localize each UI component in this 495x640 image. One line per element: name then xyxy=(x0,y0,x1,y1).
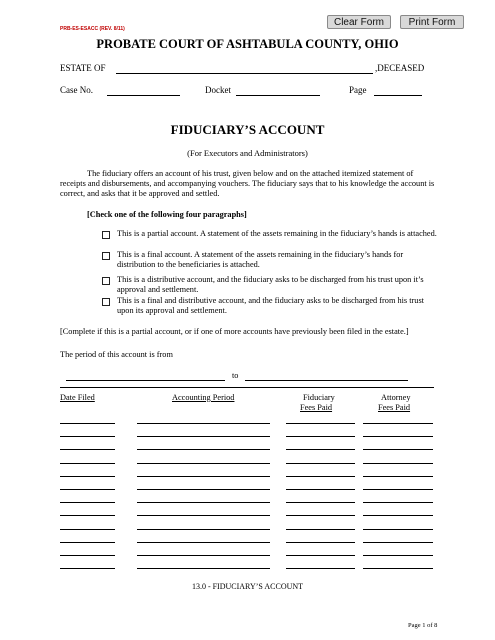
accounting-period-field[interactable] xyxy=(137,423,270,424)
fiduciary-fees-field[interactable] xyxy=(286,476,355,477)
attorney-fees-field[interactable] xyxy=(363,542,433,543)
col-attorney-fees-line1: Attorney xyxy=(381,393,411,402)
estate-label: ESTATE OF xyxy=(60,63,106,73)
option-partial-account: This is a partial account. A statement of the assets remaining in the fiduciary’s hands is attached. xyxy=(117,229,437,238)
accounting-period-field[interactable] xyxy=(137,463,270,464)
attorney-fees-field[interactable] xyxy=(363,529,433,530)
option-final-account: This is a final account. A statement of the assets remaining in the fiduciary’s hands for distribution to the beneficiaries is attached. xyxy=(117,250,404,269)
document-subtitle: (For Executors and Administrators) xyxy=(187,148,308,158)
fiduciary-fees-field[interactable] xyxy=(286,515,355,516)
section-divider xyxy=(60,387,434,388)
accounting-period-field[interactable] xyxy=(137,542,270,543)
page-field[interactable] xyxy=(374,95,422,96)
date-filed-field[interactable] xyxy=(60,476,115,477)
accounting-period-field[interactable] xyxy=(137,568,270,569)
attorney-fees-field[interactable] xyxy=(363,423,433,424)
date-filed-field[interactable] xyxy=(60,502,115,503)
date-filed-field[interactable] xyxy=(60,542,115,543)
date-filed-field[interactable] xyxy=(60,515,115,516)
fiduciary-fees-field[interactable] xyxy=(286,436,355,437)
footer-title: 13.0 - FIDUCIARY’S ACCOUNT xyxy=(191,582,304,591)
case-no-label: Case No. xyxy=(60,85,93,95)
attorney-fees-field[interactable] xyxy=(363,449,433,450)
case-no-field[interactable] xyxy=(107,95,180,96)
deceased-label: ,DECEASED xyxy=(375,63,425,73)
attorney-fees-field[interactable] xyxy=(363,515,433,516)
accounting-period-field[interactable] xyxy=(137,436,270,437)
attorney-fees-field[interactable] xyxy=(363,555,433,556)
attorney-fees-field[interactable] xyxy=(363,502,433,503)
date-filed-field[interactable] xyxy=(60,423,115,424)
accounting-period-field[interactable] xyxy=(137,515,270,516)
col-accounting-period: Accounting Period xyxy=(172,393,235,402)
check-instruction: [Check one of the following four paragraphs] xyxy=(87,210,247,219)
attorney-fees-field[interactable] xyxy=(363,436,433,437)
clear-form-button[interactable]: Clear Form xyxy=(327,15,391,29)
attorney-fees-field[interactable] xyxy=(363,463,433,464)
date-filed-field[interactable] xyxy=(60,436,115,437)
fiduciary-fees-field[interactable] xyxy=(286,529,355,530)
date-filed-field[interactable] xyxy=(60,529,115,530)
fiduciary-fees-field[interactable] xyxy=(286,542,355,543)
print-form-button[interactable]: Print Form xyxy=(400,15,464,29)
date-filed-field[interactable] xyxy=(60,489,115,490)
estate-name-field[interactable] xyxy=(116,73,373,74)
date-filed-field[interactable] xyxy=(60,449,115,450)
page-number: Page 1 of 8 xyxy=(408,622,438,629)
fiduciary-fees-field[interactable] xyxy=(286,568,355,569)
partial-account-checkbox[interactable] xyxy=(102,231,110,239)
fiduciary-fees-field[interactable] xyxy=(286,555,355,556)
distributive-account-checkbox[interactable] xyxy=(102,277,110,285)
option-final-distributive-account: This is a final and distributive account, and the fiduciary asks to be discharged from his trust upon its approval and settlement. xyxy=(117,296,424,315)
period-label: The period of this account is from xyxy=(60,350,173,359)
col-fiduciary-fees-line1: Fiduciary xyxy=(303,393,335,402)
document-title: FIDUCIARY’S ACCOUNT xyxy=(170,122,325,137)
accounting-period-field[interactable] xyxy=(137,449,270,450)
period-to-label: to xyxy=(232,371,239,380)
fiduciary-fees-field[interactable] xyxy=(286,423,355,424)
period-from-field[interactable] xyxy=(66,380,225,381)
final-distributive-account-checkbox[interactable] xyxy=(102,298,110,306)
attorney-fees-field[interactable] xyxy=(363,489,433,490)
date-filed-field[interactable] xyxy=(60,463,115,464)
docket-label: Docket xyxy=(205,85,231,95)
page-label: Page xyxy=(349,85,367,95)
accounting-period-field[interactable] xyxy=(137,489,270,490)
attorney-fees-field[interactable] xyxy=(363,476,433,477)
col-attorney-fees-line2: Fees Paid xyxy=(378,403,411,412)
fiduciary-fees-field[interactable] xyxy=(286,502,355,503)
accounting-period-field[interactable] xyxy=(137,529,270,530)
fiduciary-fees-field[interactable] xyxy=(286,489,355,490)
period-to-field[interactable] xyxy=(245,380,408,381)
court-title: PROBATE COURT OF ASHTABULA COUNTY, OHIO xyxy=(96,37,399,51)
col-fiduciary-fees-line2: Fees Paid xyxy=(300,403,333,412)
accounting-period-field[interactable] xyxy=(137,476,270,477)
date-filed-field[interactable] xyxy=(60,555,115,556)
attorney-fees-field[interactable] xyxy=(363,568,433,569)
form-code: PRB-ES-ESACC (REV. 8/11) xyxy=(60,26,125,32)
docket-field[interactable] xyxy=(236,95,320,96)
accounting-period-field[interactable] xyxy=(137,555,270,556)
col-date-filed: Date Filed xyxy=(60,393,95,402)
accounting-period-field[interactable] xyxy=(137,502,270,503)
fiduciary-fees-field[interactable] xyxy=(286,449,355,450)
final-account-checkbox[interactable] xyxy=(102,252,110,260)
fiduciary-fees-field[interactable] xyxy=(286,463,355,464)
intro-paragraph: The fiduciary offers an account of his trust, given below and on the attached itemized statement of receipts and disbursements, and accompanying vouchers. The fiduciary says that to his knowledge the account is correct, and asks that it be approved and settled. xyxy=(60,169,435,198)
option-distributive-account: This is a distributive account, and the fiduciary asks to be discharged from his trust upon it’s approval and settlement. xyxy=(117,275,424,294)
complete-note: [Complete if this is a partial account, or if one of more accounts have previously been filed in the estate.] xyxy=(60,327,409,336)
date-filed-field[interactable] xyxy=(60,568,115,569)
